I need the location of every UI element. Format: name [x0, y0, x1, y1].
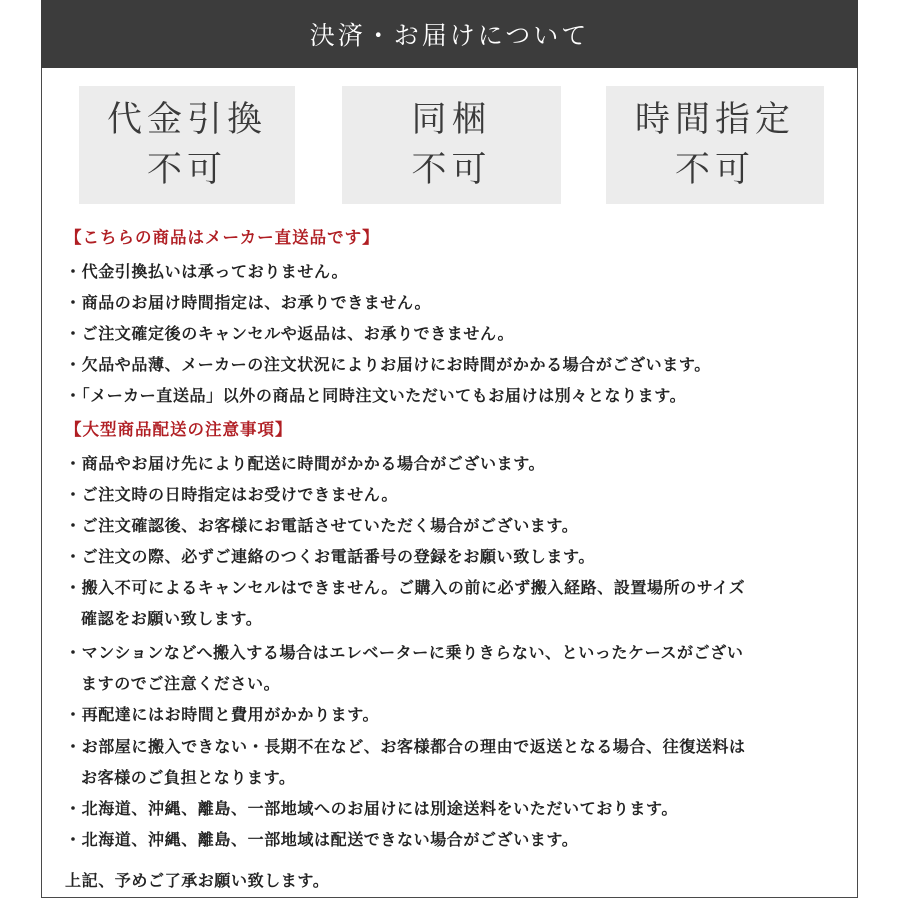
list-item: ・マンションなどへ搬入する場合はエレベーターに乗りきらない、といったケースがござい — [65, 643, 744, 662]
list-item: ・ご注文の際、必ずご連絡のつくお電話番号の登録をお願い致します。 — [65, 547, 595, 566]
list-item: ・「メーカー直送品」以外の商品と同時注文いただいてもお届けは別々となります。 — [65, 386, 687, 405]
list-item: ・再配達にはお時間と費用がかかります。 — [65, 705, 380, 724]
list-item: ・ご注文確認後、お客様にお電話させていただく場合がございます。 — [65, 516, 579, 535]
list-item: ・商品やお届け先により配送に時間がかかる場合がございます。 — [65, 454, 546, 473]
cod-unavailable-badge — [79, 86, 295, 204]
list-item-continuation: ますのでご注意ください。 — [81, 674, 281, 693]
time-slot-unavailable-badge — [606, 86, 824, 204]
page-title — [41, 0, 858, 68]
badge-status: 不可 — [146, 150, 227, 190]
list-item-continuation: お客様のご負担となります。 — [81, 768, 296, 787]
list-item: ・お部屋に搬入できない・長期不在など、お客様都合の理由で返送となる場合、往復送料は — [65, 737, 746, 756]
badge-status: 不可 — [674, 150, 755, 190]
large-item-heading: 【大型商品配送の注意事項】 — [65, 420, 293, 439]
list-item: ・欠品や品薄、メーカーの注文状況によりお届けにお時間がかかる場合がございます。 — [65, 355, 711, 374]
closing-note: 上記、予めご了承お願い致します。 — [65, 871, 330, 890]
badge-label: 時間指定 — [634, 100, 795, 140]
badge-label: 代金引換 — [106, 100, 267, 140]
list-item-continuation: 確認をお願い致します。 — [81, 609, 263, 628]
list-item: ・代金引換払いは承っておりません。 — [65, 262, 349, 281]
list-item: ・ご注文時の日時指定はお受けできません。 — [65, 485, 398, 504]
badge-status: 不可 — [411, 150, 492, 190]
list-item: ・北海道、沖縄、離島、一部地域へのお届けには別途送料をいただいております。 — [65, 799, 678, 818]
direct-ship-heading: 【こちらの商品はメーカー直送品です】 — [65, 228, 380, 247]
page-title-text: 決済・お届けについて — [309, 21, 590, 50]
badge-label: 同梱 — [411, 100, 492, 140]
list-item: ・搬入不可によるキャンセルはできません。ご購入の前に必ず搬入経路、設置場所のサイズ — [65, 578, 746, 597]
list-item: ・ご注文確定後のキャンセルや返品は、お承りできません。 — [65, 324, 515, 343]
list-item: ・北海道、沖縄、離島、一部地域は配送できない場合がございます。 — [65, 830, 579, 849]
bundling-unavailable-badge — [342, 86, 561, 204]
list-item: ・商品のお届け時間指定は、お承りできません。 — [65, 293, 432, 312]
